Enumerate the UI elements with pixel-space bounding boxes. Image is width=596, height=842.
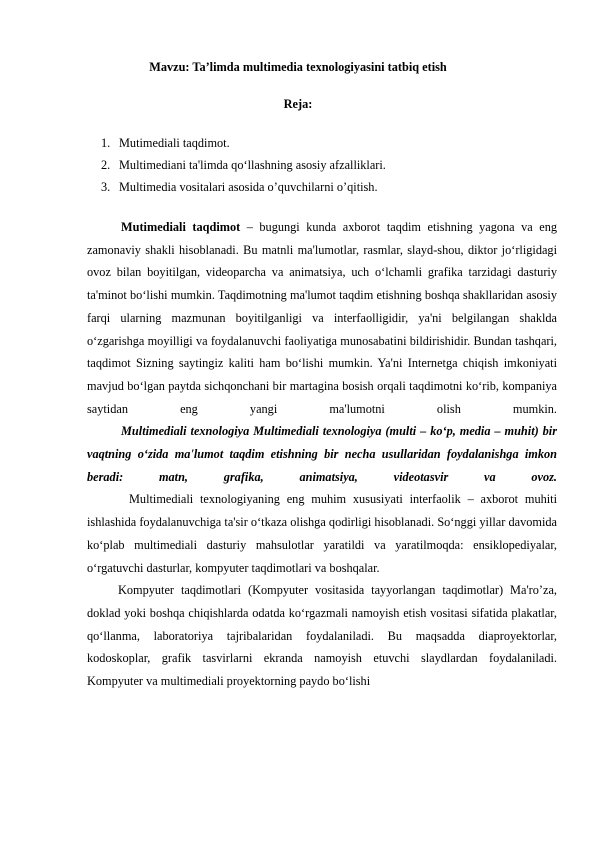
document-title: Mavzu: Ta’limda multimedia texnologiyasini tatbiq etish bbox=[149, 60, 447, 74]
plan-item: 3. Multimedia vositalari asosida o’quvchilarni o’qitish. bbox=[101, 180, 378, 194]
plan-heading: Reja: bbox=[283, 97, 313, 111]
paragraph-presentation: Mutimediali taqdimot – bugungi kunda axborot taqdim etishning yagona va eng zamonaviy shakli hisoblanadi. Bu matnli ma'lumotlar, rasmlar, slayd-shou, diktor jo‘rligidagi ovoz bilan boyitilgan, videoparcha va animatsiya, uch o‘lchamli grafika tarzidagi dasturiy ta'minot bo‘lishi mumkin. Taqdimotning ma'lumot taqdim etishning boshqa shakllaridan asosiy farqi ularning mazmunan boyitilganligi va interfaolligidir, ya'ni belgilangan shaklda o‘zgarishga moyilligi va foydalanuvchi faoliyatiga munosabatini bildirishidir. Bundan tashqari, taqdimot Sizning saytingiz kaliti ham bo‘lishi mumkin. Ya'ni Internetga chiqish imkoniyati mavjud bo‘lgan paytda sichqonchani bir martagina bosish orqali taqdimotni ko‘rib, kompaniya saytidan eng yangi ma'lumotni olish mumkin. bbox=[87, 220, 557, 416]
plan-list bbox=[101, 132, 386, 198]
paragraph-multimedia-definition: Multimediali texnologiya Multimediali texnologiya (multi – ko‘p, media – muhit) bir vaqtning o‘zida ma'lumot taqdim etishning bir necha usullaridan foydalanishga imkon beradi: matn, grafika, animatsiya, videotasvir va ovoz. bbox=[87, 424, 557, 484]
plan-item: 2. Multimediani ta'limda qo‘llashning asosiy afzalliklari. bbox=[101, 158, 386, 172]
body-text bbox=[87, 216, 557, 693]
paragraph-computer-presentations: Kompyuter taqdimotlari (Kompyuter vositasida tayyorlangan taqdimotlar) Ma'ro’za, doklad yoki boshqa chiqishlarda odatda ko‘rgazmali namoyish etish vositasi sifatida plakatlar, qo‘llanma, laboratoriya tajribalaridan foydalaniladi. Bu maqsadda diaproyektorlar, kodoskoplar, grafik tasvirlarni ekranda namoyish etuvchi slaydlardan foydalaniladi. Kompyuter va multimediali proyektorning paydo bo‘lishi bbox=[87, 583, 557, 689]
term-presentation: Mutimediali taqdimot bbox=[121, 220, 241, 234]
paragraph-interactivity: Multimediali texnologiyaning eng muhim xususiyati interfaolik – axborot muhiti ishlashida foydalanuvchiga ta'sir o‘tkaza olishga qodirligi hisoblanadi. So‘nggi yillar davomida ko‘plab multimediali dasturiy mahsulotlar yaratildi va yaratilmoqda: ensiklopediyalar, o‘rgatuvchi dasturlar, kompyuter taqdimotlari va boshqalar. bbox=[87, 492, 557, 575]
plan-item: 1. Mutimediali taqdimot. bbox=[101, 136, 230, 150]
